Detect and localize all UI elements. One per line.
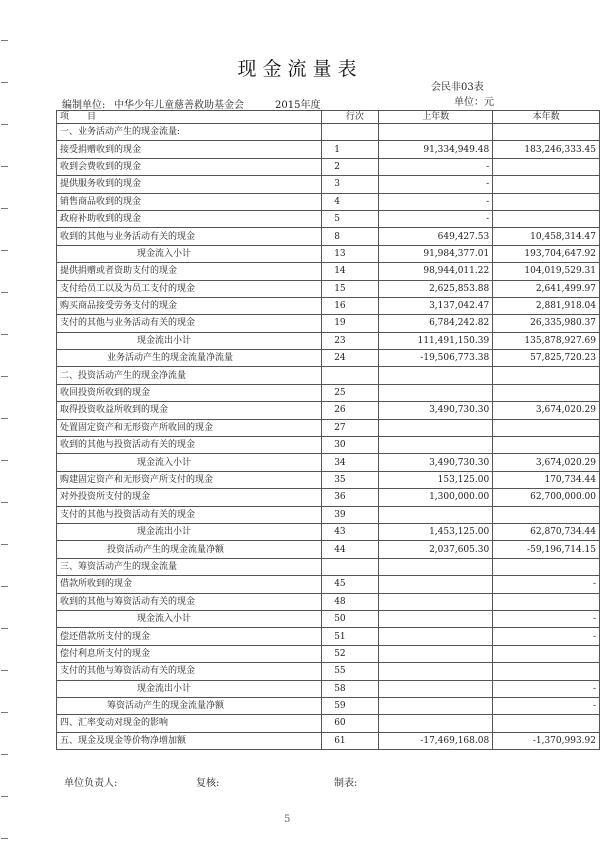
row-current-year-value: [493, 419, 600, 436]
table-row: [57, 367, 600, 384]
row-item-label: 二、投资活动产生的现金净流量: [57, 367, 322, 384]
organization-name: 中华少年儿童慈善救助基金会: [114, 100, 244, 111]
row-current-year-value: 3,674,020.29: [493, 454, 600, 471]
binding-tick: [1, 712, 8, 713]
row-current-year-value: 57,825,720.23: [493, 350, 600, 367]
binding-tick: [1, 460, 8, 461]
row-item-label: 购建固定资产和无形资产所支付的现金: [57, 471, 322, 488]
table-row: [57, 402, 600, 419]
binding-tick: [1, 838, 8, 839]
row-item-label: 现金流入小计: [57, 610, 322, 627]
row-prior-year-value: [379, 419, 493, 436]
row-prior-year-value: -: [379, 210, 493, 227]
table-row: [57, 315, 600, 332]
row-item-label: 收到的其他与投资活动有关的现金: [57, 437, 322, 454]
row-prior-year-value: -: [379, 176, 493, 193]
row-line-number: 44: [322, 541, 379, 558]
table-row: [57, 210, 600, 227]
row-item-label: 一、业务活动产生的现金流量:: [57, 124, 322, 141]
row-current-year-value: [493, 384, 600, 401]
signature-head-label: 单位负责人:: [64, 778, 118, 789]
binding-tick: [1, 670, 8, 671]
table-row: [57, 680, 600, 697]
table-header-row: [57, 111, 600, 124]
form-code: 会民非03表: [431, 82, 484, 93]
table-row: [57, 506, 600, 523]
row-item-label: 收到会费收到的现金: [57, 158, 322, 175]
table-row: [57, 489, 600, 506]
signature-preparer-label: 制表:: [334, 778, 358, 789]
row-current-year-value: 3,674,020.29: [493, 402, 600, 419]
row-line-number: [322, 558, 379, 575]
currency-unit: 单位：元: [454, 97, 494, 108]
row-item-label: 偿还借款所支付的现金: [57, 628, 322, 645]
table-row: [57, 384, 600, 401]
row-item-label: 筹资活动产生的现金流量净额: [57, 697, 322, 714]
row-item-label: 支付给员工以及为员工支付的现金: [57, 280, 322, 297]
table-row: [57, 332, 600, 349]
row-prior-year-value: [379, 576, 493, 593]
row-prior-year-value: 3,137,042.47: [379, 297, 493, 314]
row-current-year-value: [493, 210, 600, 227]
row-current-year-value: [493, 158, 600, 175]
table-row: [57, 541, 600, 558]
row-item-label: 提供捐赠或者资助支付的现金: [57, 263, 322, 280]
row-line-number: 48: [322, 593, 379, 610]
row-line-number: 35: [322, 471, 379, 488]
table-row: [57, 280, 600, 297]
row-item-label: 购买商品接受劳务支付的现金: [57, 297, 322, 314]
row-line-number: 13: [322, 245, 379, 262]
row-line-number: 27: [322, 419, 379, 436]
row-current-year-value: [493, 663, 600, 680]
row-current-year-value: -: [493, 628, 600, 645]
binding-tick: [1, 166, 8, 167]
row-prior-year-value: 2,625,853.88: [379, 280, 493, 297]
row-prior-year-value: -17,469,168.08: [379, 732, 493, 749]
row-prior-year-value: [379, 645, 493, 662]
row-line-number: 23: [322, 332, 379, 349]
row-current-year-value: [493, 367, 600, 384]
row-current-year-value: [493, 715, 600, 732]
row-prior-year-value: [379, 384, 493, 401]
row-current-year-value: 62,870,734.44: [493, 523, 600, 540]
signature-review-label: 复核:: [196, 778, 220, 789]
table-row: [57, 228, 600, 245]
table-row: [57, 523, 600, 540]
row-current-year-value: 170,734.44: [493, 471, 600, 488]
table-row: [57, 176, 600, 193]
table-row: [57, 297, 600, 314]
table-row: [57, 193, 600, 210]
header-line-no: 行次: [322, 111, 379, 124]
row-item-label: 取得投资收益所收到的现金: [57, 402, 322, 419]
row-current-year-value: 62,700,000.00: [493, 489, 600, 506]
organization-label: 编制单位:: [62, 100, 106, 111]
table-row: [57, 141, 600, 158]
row-current-year-value: 2,641,499.97: [493, 280, 600, 297]
row-prior-year-value: 91,984,377.01: [379, 245, 493, 262]
row-line-number: 25: [322, 384, 379, 401]
row-line-number: 26: [322, 402, 379, 419]
row-prior-year-value: 3,490,730.30: [379, 402, 493, 419]
row-prior-year-value: 111,491,150.39: [379, 332, 493, 349]
row-item-label: 借款所收到的现金: [57, 576, 322, 593]
row-item-label: 对外投资所支付的现金: [57, 489, 322, 506]
cash-flow-table: [56, 110, 600, 750]
row-current-year-value: [493, 124, 600, 141]
row-item-label: 现金流出小计: [57, 523, 322, 540]
binding-margin: [0, 0, 10, 848]
row-line-number: 45: [322, 576, 379, 593]
binding-tick: [1, 292, 8, 293]
table-row: [57, 471, 600, 488]
row-item-label: 接受捐赠收到的现金: [57, 141, 322, 158]
row-prior-year-value: -: [379, 158, 493, 175]
row-line-number: 61: [322, 732, 379, 749]
row-prior-year-value: -: [379, 193, 493, 210]
row-item-label: 支付的其他与业务活动有关的现金: [57, 315, 322, 332]
row-item-label: 业务活动产生的现金流量净流量: [57, 350, 322, 367]
row-prior-year-value: 3,490,730.30: [379, 454, 493, 471]
row-current-year-value: -: [493, 697, 600, 714]
row-current-year-value: [493, 506, 600, 523]
row-line-number: 60: [322, 715, 379, 732]
row-current-year-value: 2,881,918.04: [493, 297, 600, 314]
row-item-label: 五、现金及现金等价物净增加额: [57, 732, 322, 749]
row-prior-year-value: 98,944,011.22: [379, 263, 493, 280]
row-item-label: 提供服务收到的现金: [57, 176, 322, 193]
row-line-number: [322, 367, 379, 384]
table-row: [57, 663, 600, 680]
row-line-number: 24: [322, 350, 379, 367]
row-prior-year-value: 1,453,125.00: [379, 523, 493, 540]
row-prior-year-value: -19,506,773.38: [379, 350, 493, 367]
row-current-year-value: [493, 437, 600, 454]
table-row: [57, 437, 600, 454]
row-current-year-value: [493, 176, 600, 193]
row-prior-year-value: [379, 506, 493, 523]
table-row: [57, 263, 600, 280]
row-item-label: 现金流出小计: [57, 680, 322, 697]
table-row: [57, 628, 600, 645]
row-line-number: 36: [322, 489, 379, 506]
row-item-label: 收到的其他与筹资活动有关的现金: [57, 593, 322, 610]
table-row: [57, 350, 600, 367]
row-current-year-value: 183,246,333.45: [493, 141, 600, 158]
row-prior-year-value: 6,784,242.82: [379, 315, 493, 332]
row-prior-year-value: [379, 715, 493, 732]
row-line-number: 34: [322, 454, 379, 471]
table-row: [57, 593, 600, 610]
row-prior-year-value: 649,427.53: [379, 228, 493, 245]
row-line-number: 59: [322, 697, 379, 714]
binding-tick: [1, 208, 8, 209]
binding-tick: [1, 544, 8, 545]
row-current-year-value: -: [493, 610, 600, 627]
table-row: [57, 732, 600, 749]
row-current-year-value: [493, 193, 600, 210]
row-prior-year-value: [379, 680, 493, 697]
row-current-year-value: 104,019,529.31: [493, 263, 600, 280]
table-row: [57, 645, 600, 662]
row-current-year-value: -: [493, 680, 600, 697]
row-item-label: 四、汇率变动对现金的影响: [57, 715, 322, 732]
row-line-number: 52: [322, 645, 379, 662]
row-prior-year-value: 2,037,605.30: [379, 541, 493, 558]
row-item-label: 现金流入小计: [57, 454, 322, 471]
row-line-number: 39: [322, 506, 379, 523]
row-prior-year-value: [379, 124, 493, 141]
header-prior-year: 上年数: [379, 111, 493, 124]
binding-tick: [1, 628, 8, 629]
table-row: [57, 245, 600, 262]
binding-tick: [1, 250, 8, 251]
table-row: [57, 558, 600, 575]
binding-tick: [1, 502, 8, 503]
row-current-year-value: [493, 593, 600, 610]
binding-tick: [1, 40, 8, 41]
row-line-number: 4: [322, 193, 379, 210]
binding-tick: [1, 586, 8, 587]
row-prior-year-value: 1,300,000.00: [379, 489, 493, 506]
row-prior-year-value: [379, 610, 493, 627]
table-row: [57, 124, 600, 141]
header-current-year: 本年数: [493, 111, 600, 124]
table-row: [57, 610, 600, 627]
binding-tick: [1, 376, 8, 377]
row-line-number: 19: [322, 315, 379, 332]
row-line-number: 15: [322, 280, 379, 297]
table-row: [57, 576, 600, 593]
row-line-number: 30: [322, 437, 379, 454]
report-year: 2015年度: [275, 100, 321, 111]
row-line-number: 58: [322, 680, 379, 697]
table-row: [57, 715, 600, 732]
row-prior-year-value: [379, 628, 493, 645]
binding-tick: [1, 124, 8, 125]
row-item-label: 现金流入小计: [57, 245, 322, 262]
row-current-year-value: [493, 645, 600, 662]
table-row: [57, 158, 600, 175]
row-prior-year-value: [379, 367, 493, 384]
page-title: 现金流量表: [237, 58, 363, 80]
row-item-label: 收回投资所收到的现金: [57, 384, 322, 401]
row-current-year-value: 10,458,314.47: [493, 228, 600, 245]
table-row: [57, 697, 600, 714]
binding-tick: [1, 82, 8, 83]
row-prior-year-value: [379, 663, 493, 680]
row-line-number: 3: [322, 176, 379, 193]
row-item-label: 处置固定资产和无形资产所收回的现金: [57, 419, 322, 436]
row-prior-year-value: [379, 593, 493, 610]
row-line-number: 14: [322, 263, 379, 280]
row-current-year-value: 193,704,647.92: [493, 245, 600, 262]
row-prior-year-value: [379, 558, 493, 575]
row-line-number: 5: [322, 210, 379, 227]
row-current-year-value: 26,335,980.37: [493, 315, 600, 332]
row-line-number: 51: [322, 628, 379, 645]
row-item-label: 现金流出小计: [57, 332, 322, 349]
row-line-number: 16: [322, 297, 379, 314]
row-line-number: 43: [322, 523, 379, 540]
table-row: [57, 419, 600, 436]
header-item: 项 目: [57, 111, 322, 124]
binding-tick: [1, 334, 8, 335]
row-current-year-value: [493, 558, 600, 575]
row-line-number: 55: [322, 663, 379, 680]
row-prior-year-value: 153,125.00: [379, 471, 493, 488]
row-item-label: 支付的其他与筹资活动有关的现金: [57, 663, 322, 680]
row-prior-year-value: [379, 697, 493, 714]
binding-tick: [1, 796, 8, 797]
page-number: 5: [284, 814, 291, 825]
row-current-year-value: -: [493, 576, 600, 593]
row-item-label: 偿付利息所支付的现金: [57, 645, 322, 662]
binding-tick: [1, 754, 8, 755]
row-line-number: 8: [322, 228, 379, 245]
row-current-year-value: 135,878,927.69: [493, 332, 600, 349]
row-current-year-value: -59,196,714.15: [493, 541, 600, 558]
row-current-year-value: -1,370,993.92: [493, 732, 600, 749]
row-item-label: 收到的其他与业务活动有关的现金: [57, 228, 322, 245]
row-line-number: 1: [322, 141, 379, 158]
binding-tick: [1, 418, 8, 419]
row-item-label: 支付的其他与投资活动有关的现金: [57, 506, 322, 523]
table-row: [57, 454, 600, 471]
row-item-label: 政府补助收到的现金: [57, 210, 322, 227]
row-item-label: 销售商品收到的现金: [57, 193, 322, 210]
row-item-label: 投资活动产生的现金流量净额: [57, 541, 322, 558]
row-prior-year-value: 91,334,949.48: [379, 141, 493, 158]
row-line-number: [322, 124, 379, 141]
row-item-label: 三、筹资活动产生的现金流量: [57, 558, 322, 575]
row-line-number: 50: [322, 610, 379, 627]
row-prior-year-value: [379, 437, 493, 454]
row-line-number: 2: [322, 158, 379, 175]
